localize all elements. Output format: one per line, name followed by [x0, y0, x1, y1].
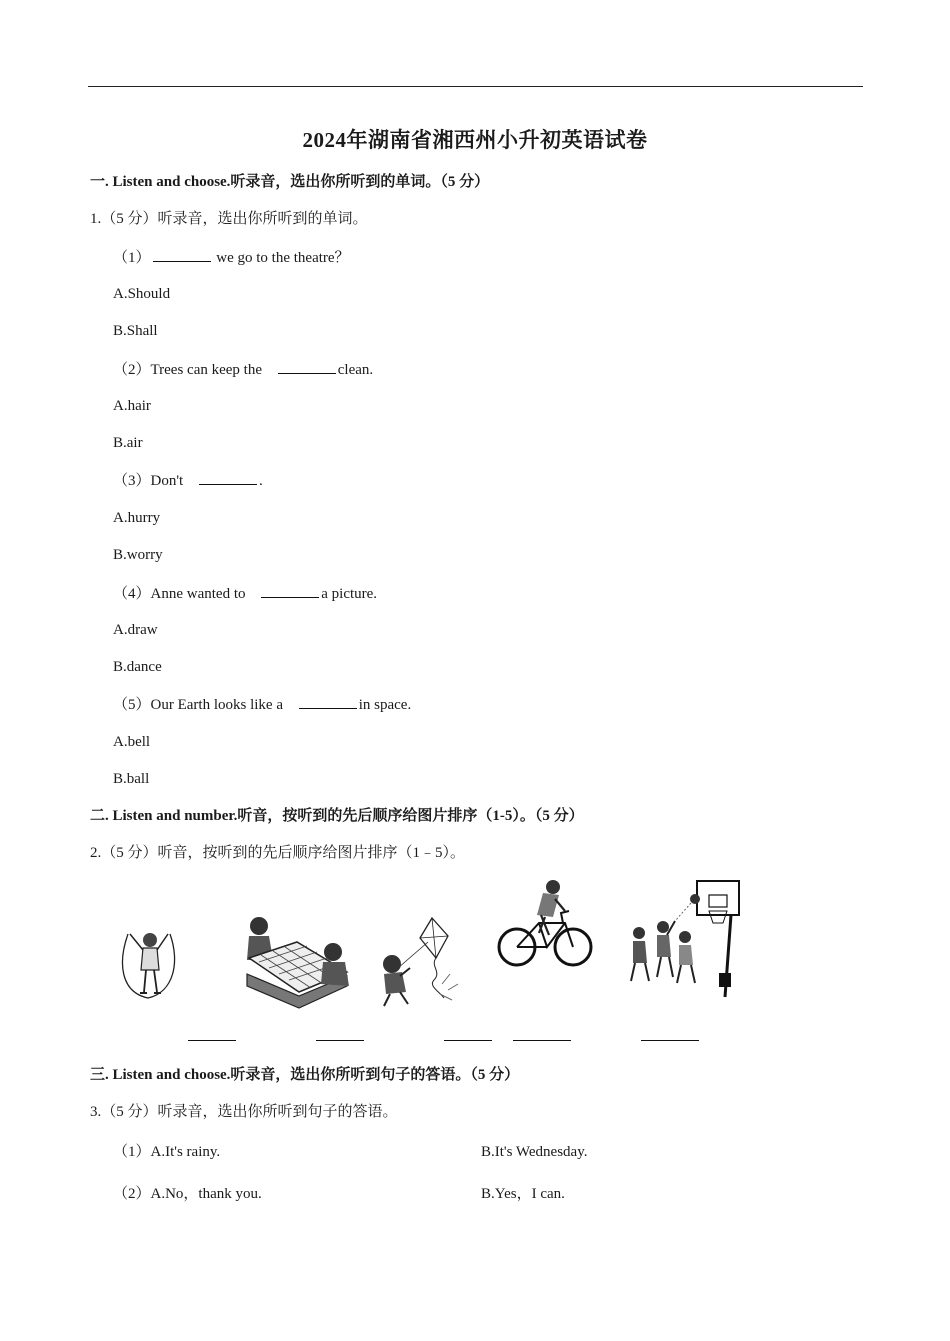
q3-item-1-option-a[interactable]: A.It's rainy. [150, 1144, 221, 1160]
q1-item-3-option-b[interactable]: B.worry [113, 547, 163, 563]
item-text-after: in space. [358, 697, 412, 713]
q1-item-5-option-a[interactable]: A.bell [113, 734, 151, 750]
q1-item-5-option-b[interactable]: B.ball [113, 771, 150, 787]
q1-item-1-option-b[interactable]: B.Shall [113, 323, 158, 339]
q3-item-1 [113, 1142, 220, 1162]
item-number: （1） [113, 250, 151, 266]
item-text-before: Our Earth looks like a [150, 697, 283, 713]
q1-item-3 [113, 470, 263, 491]
jump-rope-picture [110, 912, 190, 1007]
q1-item-5 [113, 694, 411, 715]
item-text-after: a picture. [321, 586, 378, 602]
q3-item-2-option-b[interactable]: B.Yes，I can. [481, 1186, 565, 1202]
order-blank-2[interactable] [316, 1040, 364, 1041]
item-number: （5） [113, 697, 151, 713]
exam-title: 2024年湖南省湘西州小升初英语试卷 [302, 128, 648, 152]
play-basketball-picture [625, 877, 745, 1002]
question3-stem: 3.（5 分）听录音，选出你所听到句子的答语。 [90, 1104, 398, 1120]
q1-item-4-option-a[interactable]: A.draw [113, 622, 158, 638]
q3-item-2 [113, 1184, 262, 1204]
item-number: （2） [113, 1186, 151, 1202]
q1-item-3-option-a[interactable]: A.hurry [113, 510, 161, 526]
answer-blank[interactable] [278, 359, 336, 374]
order-blank-3[interactable] [444, 1040, 492, 1041]
answer-blank[interactable] [153, 247, 211, 262]
board-game-picture [237, 912, 355, 1012]
item-text-after: clean. [337, 362, 374, 378]
order-blank-4[interactable] [513, 1040, 571, 1041]
answer-blank[interactable] [199, 470, 257, 485]
order-blank-5[interactable] [641, 1040, 699, 1041]
q1-item-4 [113, 583, 377, 604]
question1-stem: 1.（5 分）听录音，选出你所听到的单词。 [90, 211, 368, 227]
item-text-before: Anne wanted to [150, 586, 246, 602]
q1-item-1 [113, 247, 350, 268]
section2-heading: 二. Listen and number.听音，按听到的先后顺序给图片排序（1-5）。（5 分） [90, 808, 584, 824]
picture-row [105, 872, 765, 1022]
q3-item-1-option-b[interactable]: B.It's Wednesday. [481, 1144, 588, 1160]
item-text-after: . [258, 473, 263, 489]
ride-bike-picture [495, 877, 595, 972]
item-number: （4） [113, 586, 151, 602]
q1-item-1-option-a[interactable]: A.Should [113, 286, 171, 302]
section1-heading: 一. Listen and choose.听录音，选出你所听到的单词。（5 分） [90, 174, 490, 190]
answer-blank[interactable] [299, 694, 357, 709]
item-number: （2） [113, 362, 151, 378]
fly-kite-picture [370, 914, 470, 1009]
q1-item-4-option-b[interactable]: B.dance [113, 659, 162, 675]
item-number: （1） [113, 1144, 151, 1160]
order-blank-1[interactable] [188, 1040, 236, 1041]
question2-stem: 2.（5 分）听音，按听到的先后顺序给图片排序（1﹣5）。 [90, 845, 466, 861]
q1-item-2 [113, 359, 373, 380]
section3-heading: 三. Listen and choose.听录音，选出你所听到句子的答语。（5 分） [90, 1067, 520, 1083]
item-text-after: we go to the theatre？ [216, 250, 350, 266]
answer-blank[interactable] [261, 583, 319, 598]
q1-item-2-option-b[interactable]: B.air [113, 435, 143, 451]
header-rule [88, 86, 863, 87]
item-text-before: Trees can keep the [150, 362, 263, 378]
q3-item-2-option-a[interactable]: A.No，thank you. [150, 1186, 262, 1202]
q1-item-2-option-a[interactable]: A.hair [113, 398, 151, 414]
item-text-before: Don't [150, 473, 184, 489]
item-number: （3） [113, 473, 151, 489]
